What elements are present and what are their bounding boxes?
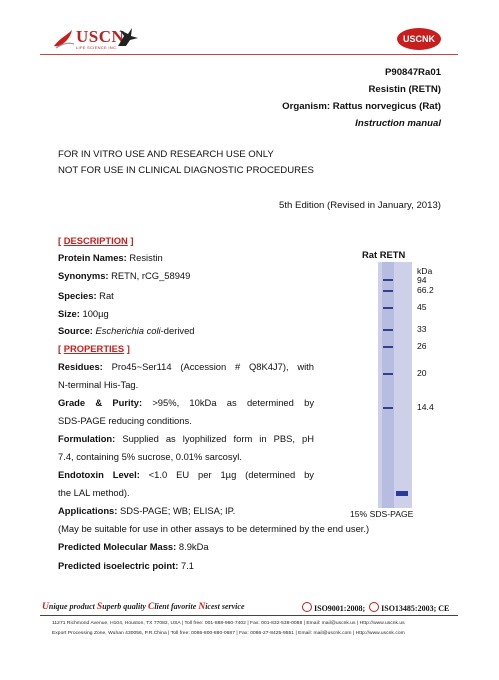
- mw-marker: 26: [417, 341, 427, 351]
- iso-seal-icon: [302, 602, 312, 612]
- gel-marker-lane: [382, 262, 394, 508]
- protein-title: Resistin (RETN): [368, 84, 441, 95]
- marker-band: [383, 290, 393, 292]
- grade-purity: Grade & Purity: >95%, 10kDa as determined by: [58, 397, 315, 408]
- formulation: Formulation: Supplied as lyophilized form in PBS, pH: [58, 433, 314, 444]
- footer-divider: [40, 615, 458, 616]
- mw-marker: 94: [417, 275, 427, 285]
- notice-research: FOR IN VITRO USE AND RESEARCH USE ONLY: [58, 149, 274, 160]
- uscnk-logo: [396, 27, 442, 51]
- header-divider: [40, 54, 458, 55]
- marker-band: [383, 373, 393, 375]
- uscn-logo-subtitle: LIFE SCIENCE INC.: [76, 45, 118, 50]
- residues-cont: N-terminal His-Tag.: [58, 379, 139, 390]
- protein-names: Protein Names: Resistin: [58, 252, 163, 263]
- mw-marker: 45: [417, 302, 427, 312]
- mw-marker: 14.4: [417, 402, 434, 412]
- iso-seal-icon: [369, 602, 379, 612]
- product-code: P90847Ra01: [384, 67, 441, 78]
- slogan: Unique product Superb quality Client favorite Nicest service: [42, 602, 245, 612]
- residues: Residues: Pro45~Ser114 (Accession # Q8K4J7), with: [58, 361, 314, 372]
- isoelectric-point: Predicted isoelectric point: 7.1: [58, 560, 194, 571]
- mw-marker: 66.2: [417, 285, 434, 295]
- synonyms: Synonyms: RETN, rCG_58949: [58, 270, 191, 281]
- uscnk-logo-text: USCNK: [402, 34, 436, 44]
- marker-band: [383, 279, 393, 281]
- species: Species: Rat: [58, 290, 114, 301]
- applications: Applications: SDS-PAGE; WB; ELISA; IP.: [58, 505, 236, 516]
- ce-mark: CE: [438, 604, 450, 613]
- formulation-cont: 7.4, containing 5% sucrose, 0.01% sarcosyl.: [58, 451, 242, 462]
- protein-band: [396, 491, 408, 496]
- marker-band: [383, 329, 393, 331]
- applications-note: (May be suitable for use in other assays to be determined by the end user.): [58, 523, 370, 534]
- manual-title: Instruction manual: [355, 118, 441, 129]
- organism: Organism: Rattus norvegicus (Rat): [282, 101, 441, 112]
- description-heading: [ DESCRIPTION ]: [58, 235, 134, 246]
- edition: 5th Edition (Revised in January, 2013): [279, 200, 441, 211]
- mw-marker: 20: [417, 368, 427, 378]
- notice-clinical: NOT FOR USE IN CLINICAL DIAGNOSTIC PROCEDURES: [58, 165, 314, 176]
- iso-certifications: ISO9001:2008; ISO13485:2003; CE: [300, 602, 449, 613]
- uscn-logo-mark: [50, 26, 76, 52]
- mw-unit: kDa: [417, 266, 433, 276]
- endotoxin: Endotoxin Level: <1.0 EU per 1µg (determined by: [58, 469, 314, 480]
- mw-marker: 33: [417, 324, 427, 334]
- marker-band: [383, 307, 393, 309]
- properties-heading: [ PROPERTIES ]: [58, 343, 130, 354]
- endotoxin-cont: the LAL method).: [58, 487, 130, 498]
- bird-icon: [116, 26, 140, 48]
- source: Source: Escherichia coli-derived: [58, 325, 195, 336]
- molecular-mass: Predicted Molecular Mass: 8.9kDa: [58, 541, 209, 552]
- gel-title: Rat RETN: [362, 249, 406, 260]
- size: Size: 100µg: [58, 308, 109, 319]
- marker-band: [383, 346, 393, 348]
- uscn-logo-text: USCN: [76, 27, 125, 46]
- gel-caption: 15% SDS-PAGE: [350, 509, 414, 519]
- address-usa: 11271 Richmond Avenue, H104, Houston, TX 77082, USA | Toll free: 001-888-960-7402 | Fax: 001-832-538-0088 | Email: mail@uscnk.us | Http://www.uscnk.us: [52, 621, 405, 626]
- marker-band: [383, 407, 393, 409]
- grade-cont: SDS-PAGE reducing conditions.: [58, 415, 192, 426]
- address-china: Export Processing Zone, Wuhan 430056, P.R.China | Toll free: 0086-800-880-0687 | Fax: 0086-27-8425-9551 | Email: mail@uscnk.com | Http://www.uscnk.com: [52, 631, 405, 636]
